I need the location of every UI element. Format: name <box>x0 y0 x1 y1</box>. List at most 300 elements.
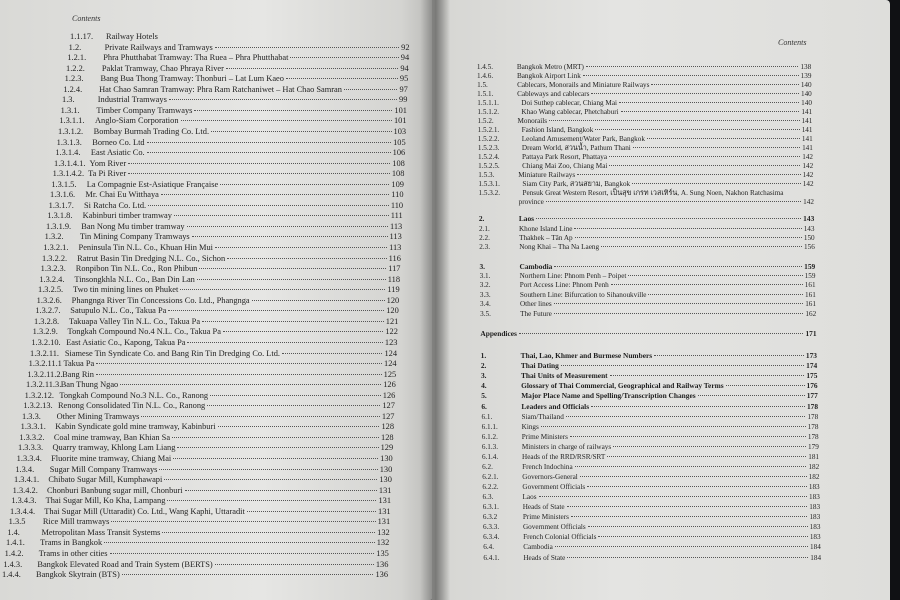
toc-entry-page: 101 <box>394 105 407 115</box>
toc-entry-number: 6. <box>481 402 487 411</box>
toc-entry-number: 1.2.4. <box>63 84 83 94</box>
toc-leader-dots <box>583 75 799 76</box>
toc-entry-page: 128 <box>381 422 395 432</box>
toc-entry-page: 108 <box>392 158 405 168</box>
toc-entry-page: 150 <box>803 234 815 242</box>
toc-entry <box>479 214 814 224</box>
toc-leader-dots <box>610 375 805 376</box>
right-page <box>432 0 890 600</box>
toc-entry-title: Kabin Syndicate gold mine tramway, Kabinburi <box>55 422 216 432</box>
toc-leader-dots <box>164 479 377 480</box>
toc-entry-title: Thakhek – Tân Ap <box>519 234 573 242</box>
toc-entry-page: 130 <box>380 454 393 463</box>
toc-entry-page: 130 <box>379 464 393 474</box>
toc-leader-dots <box>588 526 808 527</box>
toc-entry-title: East Asiatic Co. <box>90 148 145 158</box>
toc-entry-title: Hat Chao Samran Tramway: Phra Ram Ratchaniwet – Hat Chao Samran <box>99 84 342 94</box>
toc-entry-title: Other lines <box>519 300 552 308</box>
toc-entry-title: Borneo Co. Ltd <box>92 137 145 147</box>
toc-entry-title: The Future <box>520 310 552 318</box>
toc-entry-page: 140 <box>801 99 812 107</box>
toc-entry-title: Siamese Tin Syndicate Co. and Bang Rin Tin Dredging Co. Ltd. <box>64 348 281 358</box>
toc-leader-dots <box>595 129 799 130</box>
toc-entry-page: 113 <box>389 243 402 252</box>
toc-entry-number: 6.1.2. <box>481 433 498 441</box>
toc-leader-dots <box>541 426 806 427</box>
toc-entry-number: 1.3.2.11.1 <box>28 359 62 369</box>
toc-entry-title: Kings <box>521 423 539 431</box>
toc-entry-title: province <box>518 198 544 206</box>
toc-entry-page: 159 <box>804 272 816 280</box>
toc-leader-dots <box>247 511 376 512</box>
toc-leader-dots <box>633 147 800 148</box>
toc-entry-number: 5. <box>481 391 487 400</box>
toc-entry <box>63 85 408 95</box>
toc-leader-dots <box>591 93 799 94</box>
toc-entry-number: 1.3.3. <box>22 411 41 421</box>
toc-entry-page: 140 <box>800 90 812 98</box>
toc-leader-dots <box>218 426 380 427</box>
toc-leader-dots <box>554 303 803 304</box>
toc-leader-dots <box>187 226 388 227</box>
toc-entry-title: Ronpibon Tin N.L. Co., Ron Phibun <box>75 264 198 274</box>
toc-entry-page: 183 <box>809 513 821 521</box>
toc-entry-title: Appendices <box>480 329 517 338</box>
toc-entry <box>481 412 818 422</box>
toc-leader-dots <box>147 152 391 153</box>
toc-entry-title: Siam City Park, สวนสยาม, Bangkok <box>522 180 631 188</box>
toc-entry-number: 3.4. <box>479 300 491 308</box>
toc-entry-number: 1.3.3.2. <box>19 432 45 442</box>
toc-entry-page: 182 <box>808 473 820 481</box>
toc-entry-page: 156 <box>804 243 815 251</box>
toc-entry <box>59 116 406 126</box>
toc-entry-title: Fluorite mine tramway, Chiang Mai <box>51 454 172 463</box>
toc-entry-title: Khone Island Line <box>518 225 573 233</box>
toc-entry-title: Pattaya Park Resort, Phattaya <box>522 153 608 161</box>
toc-entry-page: 118 <box>387 274 401 284</box>
toc-entry-page: 108 <box>391 169 405 179</box>
toc-entry-number: 1.5.3.1. <box>478 180 500 188</box>
toc-entry-number: 1.5.2.5. <box>478 162 500 170</box>
toc-entry-number: 1.5. <box>477 81 488 89</box>
toc-entry <box>53 169 405 179</box>
toc-entry-title: Mr. Chai Eu Witthaya <box>85 190 159 200</box>
toc-entry-number: 1.3.2.2. <box>42 253 68 263</box>
toc-entry-page: 99 <box>399 95 408 105</box>
toc-entry-number: 1.2.1. <box>67 53 87 63</box>
toc-entry-page: 178 <box>807 433 819 441</box>
toc-leader-dots <box>577 174 800 175</box>
toc-entry-title: Heads of State <box>522 503 565 511</box>
toc-entry-number: 1.5.2. <box>477 117 494 125</box>
toc-entry <box>47 211 402 221</box>
toc-entry-title: Pensuk Great Western Resort, เป็นสุข เกรท เวสเทิร์น, A. Sung Noen, Nakhon Ratchasima <box>522 189 784 197</box>
toc-leader-dots <box>290 57 398 58</box>
toc-leader-dots <box>628 275 802 276</box>
toc-entry <box>43 243 401 253</box>
toc-entry-page: 135 <box>376 548 389 558</box>
toc-entry-number: 1.3.2.8. <box>34 316 60 326</box>
toc-entry-number: 1.5.3. <box>478 171 495 179</box>
toc-entry-number: 1.1.17. <box>70 32 94 41</box>
toc-leader-dots <box>648 294 803 295</box>
toc-entry-page: 176 <box>806 381 818 390</box>
toc-entry <box>41 264 401 274</box>
toc-entry-title: Government Officials <box>522 523 586 531</box>
toc-leader-dots <box>120 384 381 385</box>
toc-entry-title: Khao Wang cablecar, Phetchaburi <box>521 108 619 116</box>
toc-entry <box>14 475 392 485</box>
toc-entry <box>482 472 819 482</box>
toc-entry-page: 142 <box>802 162 814 170</box>
toc-entry-number: 4. <box>481 381 487 390</box>
toc-entry-number: 1.3. <box>62 95 75 105</box>
toc-entry-title: Private Railways and Tramways <box>104 42 213 52</box>
toc-entry-title: Laos <box>518 214 535 223</box>
toc-leader-dots <box>185 490 377 491</box>
toc-entry-number: 1.3.3.1. <box>20 422 46 432</box>
toc-entry <box>482 462 819 472</box>
toc-entry-number: 1.2.2. <box>66 63 85 73</box>
toc-leader-dots <box>110 553 375 554</box>
toc-entry-page: 141 <box>801 126 813 134</box>
toc-entry-page: 131 <box>378 485 392 495</box>
toc-entry-number: 6.3.3. <box>482 523 500 531</box>
toc-entry-page: 126 <box>382 390 396 400</box>
toc-entry-title: Cableways and cablecars <box>517 90 590 98</box>
toc-entry-page: 143 <box>803 214 815 223</box>
toc-entry <box>62 95 407 105</box>
toc-entry-number: 6.3.1. <box>482 503 499 511</box>
toc-entry-title: Thai, Lao, Khmer and Burmese Numbers <box>520 351 653 360</box>
toc-entry-title: Bombay Burmah Trading Co. Ltd. <box>93 126 210 136</box>
toc-entry-number: 1.3.2.11. <box>30 348 60 358</box>
toc-leader-dots <box>194 110 392 111</box>
toc-entry-title: Bangkok Metro (MRT) <box>516 63 584 71</box>
toc-entry <box>33 327 398 337</box>
toc-entry-number: 3.5. <box>480 310 491 318</box>
toc-entry <box>483 553 821 563</box>
toc-entry-number: 2.3. <box>479 243 490 251</box>
toc-leader-dots <box>215 47 399 48</box>
toc-leader-dots <box>586 66 799 67</box>
toc-entry-number: 3.2. <box>479 281 491 289</box>
toc-entry-number: 6.2. <box>482 463 493 471</box>
toc-entry-title: La Compagnie Est-Asiatique Française <box>86 179 219 189</box>
toc-entry-number: 1.5.3.2. <box>478 189 501 197</box>
toc-entry-title: Thai Units of Measurement <box>520 371 608 380</box>
toc-leader-dots <box>609 165 800 166</box>
toc-entry-number: 6.3. <box>482 493 494 501</box>
toc-entry <box>55 148 405 158</box>
toc-leader-dots <box>574 228 801 229</box>
toc-entry-page: 131 <box>378 506 391 516</box>
toc-entry <box>482 422 819 432</box>
toc-entry-number: 3.3. <box>479 291 491 299</box>
toc-entry <box>7 528 389 538</box>
toc-leader-dots <box>607 456 806 457</box>
toc-entry <box>29 359 397 369</box>
toc-entry <box>35 306 398 316</box>
toc-entry-title: Leoland Amusement/Water Park, Bangkok <box>521 135 645 143</box>
toc-entry-title: Northern Line: Phnom Penh – Poipet <box>519 272 627 280</box>
toc-entry-page: 159 <box>804 262 816 271</box>
toc-entry-title: Quarry tramway, Khlong Lam Liang <box>52 443 176 453</box>
toc-entry-number: 1.3.1.5. <box>51 179 77 189</box>
toc-entry-page: 142 <box>802 153 814 161</box>
toc-entry-page: 113 <box>389 221 403 231</box>
toc-leader-dots <box>96 363 382 364</box>
toc-entry-title: Chiang Mai Zoo, Chiang Mai <box>522 162 608 170</box>
toc-entry-number: 1.3.2.6. <box>36 295 62 305</box>
toc-entry-number: 6.3.4. <box>483 533 500 541</box>
toc-entry-number: 2. <box>478 214 485 223</box>
toc-leader-dots <box>587 486 807 487</box>
toc-entry-page: 143 <box>803 225 815 233</box>
toc-entry-number: 6.3.2 <box>482 513 498 521</box>
toc-entry <box>66 64 409 74</box>
toc-entry <box>15 465 392 475</box>
toc-leader-dots <box>169 99 397 100</box>
toc-entry-number: 3.1. <box>479 272 491 280</box>
toc-entry-title: Miniature Railways <box>518 171 576 179</box>
toc-leader-dots <box>567 557 808 558</box>
toc-entry-number: 1.3.3.3. <box>18 443 44 453</box>
toc-entry-title: Bang Bua Thong Tramway: Thonburi – Lat Lum Kaeo <box>100 74 284 84</box>
toc-entry-number: 1.2.3. <box>64 74 84 84</box>
toc-entry-number: 1.3.1.8. <box>47 211 73 221</box>
toc-entry-number: 1.3.2.3. <box>40 264 66 274</box>
toc-entry <box>480 280 816 290</box>
toc-entry-title: French Indochina <box>522 463 573 471</box>
toc-entry-title: Laos <box>522 493 537 501</box>
toc-entry-page: 177 <box>806 391 818 400</box>
toc-leader-dots <box>554 313 804 314</box>
toc-entry-page: 122 <box>385 327 398 337</box>
toc-entry <box>481 361 817 371</box>
toc-entry-page: 125 <box>383 369 397 379</box>
toc-entry-page: 119 <box>387 285 400 295</box>
toc-entry-page: 106 <box>392 148 406 158</box>
toc-entry-number: 1.3.4.4. <box>10 506 36 516</box>
toc-leader-dots <box>591 406 805 407</box>
toc-leader-dots <box>619 102 799 103</box>
toc-entry-title: Two tin mining lines on Phuket <box>73 285 179 295</box>
toc-entry-page: 113 <box>389 232 402 242</box>
toc-leader-dots <box>598 536 807 537</box>
toc-entry-title: Bangkok Airport Link <box>516 72 581 80</box>
toc-entry-number: 1.3.1.4.2. <box>52 169 85 179</box>
toc-leader-dots <box>162 532 375 533</box>
toc-entry-number: 1.4.3. <box>3 559 23 569</box>
toc-entry-title: Anglo-Siam Corporation <box>95 116 179 126</box>
toc-entry-title: Other Mining Tramways <box>56 411 140 421</box>
toc-entry-page: 183 <box>809 493 820 501</box>
toc-entry-title: Bang Rin <box>62 369 94 379</box>
toc-entry-page: 97 <box>399 84 408 94</box>
toc-entry-title: Heads of the RRD/RSR/SRT <box>522 453 606 461</box>
toc-entry <box>23 401 395 411</box>
toc-entry-number: 6.2.2. <box>482 483 499 491</box>
toc-entry <box>5 549 389 559</box>
toc-entry-page: 178 <box>807 413 819 421</box>
toc-entry-number: 6.1.3. <box>481 443 499 451</box>
toc-entry-title: Industrial Tramways <box>97 95 167 105</box>
toc-leader-dots <box>173 458 378 459</box>
toc-entry-title: Sugar Mill Company Tramways <box>49 464 158 474</box>
toc-entry <box>483 532 821 542</box>
toc-entry-number: 1.3.4.3. <box>11 496 37 506</box>
toc-entry <box>25 391 396 401</box>
toc-leader-dots <box>546 201 801 202</box>
toc-entry <box>2 570 388 580</box>
toc-entry-number: 1.4. <box>7 527 20 537</box>
toc-entry <box>480 299 816 309</box>
toc-leader-dots <box>726 385 805 386</box>
toc-leader-dots <box>159 469 377 470</box>
toc-entry-title: Kabinburi timber tramway <box>82 211 172 221</box>
toc-entry-title: Thai Dating <box>520 361 559 370</box>
toc-entry-page: 95 <box>399 74 409 84</box>
toc-leader-dots <box>197 279 386 280</box>
toc-entry <box>17 454 393 464</box>
toc-entry-number: 2.2. <box>479 234 490 242</box>
toc-leader-dots <box>549 120 799 121</box>
toc-entry-title: Bangkok Elevated Road and Train System (BERTS) <box>37 559 213 569</box>
toc-entry <box>21 422 394 432</box>
toc-entry-page: 136 <box>375 559 389 569</box>
toc-entry-page: 131 <box>377 517 391 527</box>
toc-entry-title: Rice Mill tramways <box>42 517 110 527</box>
toc-entry <box>34 317 398 327</box>
toc-entry-title: East Asiatic Co., Kapong, Takua Pa <box>66 337 186 347</box>
toc-entry-number: 1.3.1.4. <box>55 148 81 158</box>
toc-entry <box>38 285 400 295</box>
toc-entry-page: 129 <box>380 443 394 453</box>
toc-leader-dots <box>177 447 378 448</box>
toc-entry-page: 132 <box>376 538 390 548</box>
toc-leader-dots <box>210 395 381 396</box>
toc-entry-title: Southern Line: Bifurcation to Sihanoukville <box>519 291 647 299</box>
toc-entry-number: 1.3.2.10. <box>31 337 61 347</box>
toc-entry-title: Satupulo N.L. Co., Takua Pa <box>70 306 167 316</box>
toc-leader-dots <box>168 310 384 311</box>
toc-entry-title: Tinsongkhla N.L. Co., Ban Din Lan <box>74 274 195 284</box>
toc-entry <box>31 338 397 348</box>
toc-entry-title: Glossary of Thai Commercial, Geographical and Railway Terms <box>521 381 724 390</box>
toc-entry-page: 142 <box>802 171 814 179</box>
toc-entry <box>70 32 410 42</box>
toc-entry-title: Prime Ministers <box>521 433 568 441</box>
toc-leader-dots <box>207 405 380 406</box>
toc-entry-title: Renong Consolidated Tin N.L. Co., Ranong <box>57 401 206 411</box>
toc-entry-number: 3. <box>480 371 487 380</box>
toc-entry-title: Governors-General <box>522 473 578 481</box>
toc-entry-number: 1.4.6. <box>476 72 494 80</box>
toc-leader-dots <box>282 353 382 354</box>
toc-entry-title: Takuapa Valley Tin N.L. Co., Takua Pa <box>68 316 201 326</box>
toc-entry-number: 1.3.2.13. <box>23 401 53 411</box>
toc-entry-page: 136 <box>375 570 388 580</box>
toc-leader-dots <box>571 516 808 517</box>
toc-entry <box>45 232 402 242</box>
toc-entry <box>65 74 409 84</box>
toc-entry <box>49 201 403 211</box>
toc-entry-title: Doi Suthep cablecar, Chiang Mai <box>521 99 618 107</box>
toc-entry-number: 2. <box>480 361 487 370</box>
toc-entry-page: 183 <box>809 503 821 511</box>
toc-entry-number: 6.1.1. <box>481 423 498 431</box>
toc-entry-title: Ratrut Basin Tin Dredging N.L. Co., Sichon <box>77 253 226 263</box>
toc-entry-page: 127 <box>382 401 395 411</box>
toc-entry-title: Si Ratcha Co. Ltd. <box>84 200 147 210</box>
toc-entry-number: 3. <box>479 262 486 271</box>
toc-leader-dots <box>192 236 388 237</box>
toc-leader-dots <box>181 120 392 121</box>
toc-leader-dots <box>601 246 802 247</box>
toc-entry-page: 162 <box>805 310 817 318</box>
toc-leader-dots <box>202 321 384 322</box>
toc-entry <box>481 351 817 361</box>
toc-entry <box>50 190 404 200</box>
toc-leader-dots <box>580 476 807 477</box>
toc-leader-dots <box>698 395 805 396</box>
toc-entry <box>37 296 400 306</box>
toc-leader-dots <box>96 374 382 375</box>
toc-entry-title: Thai Sugar Mill, Ko Kha, Lampang <box>45 496 166 506</box>
toc-entry <box>481 402 818 412</box>
toc-entry <box>483 512 820 522</box>
toc-entry-page: 141 <box>801 108 813 116</box>
toc-entry-title: Cambodia <box>519 262 553 271</box>
toc-leader-dots <box>215 247 387 248</box>
toc-entry-number: 1.3.2.9. <box>32 327 58 337</box>
toc-entry-title: Chibato Sugar Mill, Kumphawapi <box>48 475 163 485</box>
toc-entry-number: 1.5.2.1. <box>477 126 500 134</box>
toc-entry-title: Trams in Bangkok <box>40 538 103 548</box>
toc-entry-number: 1.5.2.3. <box>477 144 500 152</box>
toc-leader-dots <box>172 437 379 438</box>
toc-entry-page: 175 <box>806 371 818 380</box>
toc-leader-dots <box>632 183 801 184</box>
toc-entry-title: Bangkok Skytrain (BTS) <box>36 570 120 580</box>
toc-entry <box>482 432 819 442</box>
toc-entry-number: 1.3.2.11.2. <box>27 369 63 379</box>
toc-entry-title: Paklat Tramway, Chao Phraya River <box>101 63 224 73</box>
toc-entry-title: Trams in other cities <box>38 548 108 558</box>
toc-entry-page: 130 <box>379 475 392 485</box>
toc-entry-page: 111 <box>390 211 403 221</box>
toc-entry <box>481 391 818 401</box>
toc-entry-number: 6.4. <box>483 543 494 551</box>
toc-entry <box>9 517 390 527</box>
toc-entry-number: 1.5.1.2. <box>477 108 499 116</box>
toc-entry-page: 132 <box>377 527 390 537</box>
toc-entry-page: 171 <box>805 329 817 338</box>
toc-entry-page: 117 <box>388 264 401 274</box>
toc-leader-dots <box>554 266 802 267</box>
toc-entry-page: 120 <box>386 306 399 316</box>
toc-leader-dots <box>651 84 798 85</box>
toc-entry-number: 6.1. <box>481 413 493 421</box>
toc-entry-page: 101 <box>393 116 407 126</box>
toc-entry-title: Heads of State <box>523 554 566 562</box>
toc-leader-dots <box>286 78 398 79</box>
toc-entry-page: 179 <box>808 443 819 451</box>
toc-entry-page: 178 <box>807 423 819 431</box>
toc-entry-page: 126 <box>383 380 396 390</box>
